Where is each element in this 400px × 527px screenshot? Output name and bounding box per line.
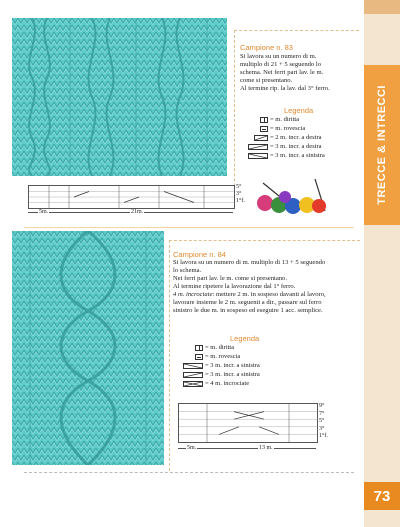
legend-label: = m. diritta: [205, 344, 235, 351]
stitch-chart-83: [28, 185, 235, 209]
row-label: 1°f.: [236, 198, 245, 204]
stitch-chart-84: [178, 403, 318, 443]
legend-label: = 3 m. incr. a sinistra: [205, 371, 260, 378]
legend-label: = 3 m. incr. a sinistra: [205, 362, 260, 369]
sample83-legend-title: Legenda: [284, 106, 314, 115]
page-number: 73: [364, 482, 400, 510]
sample83-instructions: [240, 53, 362, 93]
sample84-title: Campione n. 84: [173, 250, 226, 259]
sample83-title: Campione n. 83: [240, 43, 293, 52]
row-label: 9°: [319, 403, 325, 409]
instruction-line: Si lavora su un numero di m.: [240, 53, 317, 60]
legend-label: = m. rovescia: [205, 353, 241, 360]
cable-3-left-icon: [248, 153, 268, 159]
legend-label: = m. rovescia: [270, 125, 306, 132]
yarn-balls-illustration: [255, 175, 335, 215]
purl-stitch-icon: [260, 126, 268, 132]
legend-item: [248, 142, 325, 151]
row-label: 7°: [319, 410, 325, 417]
scale-right-label: 21m.: [131, 209, 144, 215]
legend-item: [248, 151, 325, 160]
legend-item: [195, 343, 260, 352]
cable-2-right-icon: [254, 135, 268, 141]
legend-label: = 3 m. incr. a destra: [270, 143, 322, 150]
instruction-line: come si presentano.: [240, 77, 293, 84]
knit-swatch-83: [12, 18, 227, 176]
legend-label: = 3 m. incr. a sinistra: [270, 152, 325, 159]
purl-stitch-icon: [195, 354, 203, 360]
chart83-scale: [28, 210, 233, 216]
legend-label: = 2 m. incr. a destra: [270, 134, 322, 141]
scale-left-label: 5m.: [187, 445, 197, 451]
instruction-line: schema. Nei ferri pari lav. le m.: [240, 69, 324, 76]
section-divider: [24, 227, 354, 228]
row-label: 5°: [236, 184, 242, 190]
chart84-row-labels: [319, 403, 328, 441]
section-label-text: TRECCE & INTRECCI: [376, 85, 388, 205]
instruction-line: Al termine ripetere la lavorazione dal 1° ferro.: [173, 283, 296, 290]
scale-right-label: 13 m.: [259, 445, 273, 451]
row-label: 3°: [236, 191, 242, 197]
instruction-line: Nei ferri pari lav. le m. come si presentano.: [173, 275, 288, 282]
legend-item: [254, 133, 325, 142]
sample84-legend-title: Legenda: [230, 334, 260, 343]
sample84-instructions: [173, 259, 359, 315]
instruction-line: 4 m. incrociate: mettere 2 m. in sospeso davanti al lavoro,: [173, 291, 326, 298]
scale-line: [178, 448, 316, 449]
legend-label: = m. diritta: [270, 116, 300, 123]
instruction-line: multiplo di 21 + 5 seguendo lo: [240, 61, 322, 68]
legend-item: [183, 370, 260, 379]
knit-stitch-icon: [195, 345, 203, 351]
row-label: 3°: [319, 425, 325, 432]
legend-item: [260, 115, 325, 124]
legend-item: [183, 379, 260, 388]
knit-texture-83: [12, 18, 227, 176]
row-label: 5°: [319, 418, 325, 425]
cable-3-left-icon: [183, 363, 203, 369]
bottom-divider: [24, 472, 354, 473]
scale-left-label: 5m.: [39, 209, 49, 215]
knit-texture-84: [12, 231, 164, 465]
cross-4-icon: [183, 381, 203, 387]
sample84-legend: [183, 343, 260, 388]
cable-3-right-icon: [248, 144, 268, 150]
chart84-scale: [178, 445, 316, 453]
italic-term: 4 m. incrociate: [173, 291, 213, 298]
instruction-line: lo schema.: [173, 267, 202, 274]
instruction-line: sinistro le due m. in sospeso ed eseguire 1 acc. semplice.: [173, 307, 323, 314]
section-label: [364, 65, 400, 225]
row-label: 1°f.: [319, 433, 328, 440]
instruction-line: lavorare insieme le 2 m. seguenti a dir., passare sul ferro: [173, 299, 322, 306]
instruction-line: Si lavora su un numero di m. multiplo di 13 + 5 seguendo: [173, 259, 326, 266]
legend-item: [195, 352, 260, 361]
chart83-row-labels: [236, 184, 245, 205]
knit-swatch-84: [12, 231, 164, 465]
legend-label: = 4 m. incrociate: [205, 380, 250, 387]
cable-3-left-icon: [183, 372, 203, 378]
side-tab-top: [364, 0, 400, 14]
legend-item: [260, 124, 325, 133]
knit-stitch-icon: [260, 117, 268, 123]
sample83-legend: [248, 115, 325, 160]
instruction-line: Al termine rip. la lav. dal 3° ferro.: [240, 85, 330, 92]
legend-item: [183, 361, 260, 370]
